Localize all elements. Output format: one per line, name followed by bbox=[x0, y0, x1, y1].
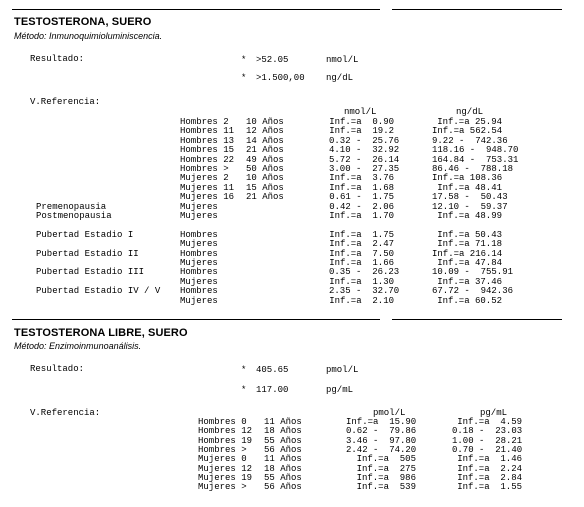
ref-range-primary: Inf.=a 1.30 bbox=[329, 276, 394, 287]
method-line bbox=[14, 341, 141, 351]
ref-range-secondary: 164.84 - 753.31 bbox=[432, 154, 519, 165]
ref-range-secondary: Inf.=a 216.14 bbox=[432, 248, 503, 259]
method-value: Inmunoquimioluminiscencia. bbox=[49, 31, 163, 41]
ref-range-secondary: Inf.=a 48.99 bbox=[437, 211, 502, 221]
ref-range-secondary: Inf.=a 50.43 bbox=[437, 229, 502, 240]
section-rule-right bbox=[392, 319, 562, 320]
section-rule-left bbox=[12, 319, 380, 320]
unit-header: ng/dL bbox=[456, 107, 484, 117]
ref-sex: Mujeres bbox=[180, 239, 218, 250]
ref-age: 12 Años bbox=[246, 126, 284, 137]
ref-age: 10 Años bbox=[246, 173, 284, 184]
ref-range-secondary: Inf.=a 47.84 bbox=[437, 258, 502, 268]
ref-range-secondary: Inf.=a 2.84 bbox=[457, 472, 522, 483]
ref-age: 49 Años bbox=[246, 154, 284, 165]
ref-age: 21 Años bbox=[246, 192, 284, 203]
ref-range-primary: Inf.=a 1.68 bbox=[329, 182, 394, 193]
ref-range-primary: 3.00 - 27.35 bbox=[329, 164, 400, 174]
result-star: * bbox=[241, 73, 247, 83]
ref-range-primary: Inf.=a 505 bbox=[356, 454, 416, 465]
result-star: * bbox=[241, 365, 247, 375]
ref-sex: Hombres bbox=[180, 267, 218, 278]
ref-range-primary: Inf.=a 275 bbox=[356, 463, 416, 474]
ref-age: 56 Años bbox=[264, 482, 302, 493]
ref-range-primary: Inf.=a 2.10 bbox=[329, 295, 394, 306]
ref-sex: Hombres 19 bbox=[198, 435, 253, 446]
ref-range-primary: 2.42 - 74.20 bbox=[346, 444, 417, 455]
ref-age: 55 Años bbox=[264, 472, 302, 483]
result-unit: pmol/L bbox=[326, 365, 359, 375]
ref-range-primary: Inf.=a 986 bbox=[356, 472, 416, 483]
section-rule-left bbox=[12, 9, 380, 10]
result-label: Resultado: bbox=[30, 364, 85, 374]
ref-sex: Mujeres 0 bbox=[198, 454, 247, 465]
ref-range-primary: 3.46 - 97.80 bbox=[346, 435, 417, 446]
ref-sex: Hombres 0 bbox=[198, 417, 247, 427]
ref-range-primary: Inf.=a 15.90 bbox=[346, 417, 417, 427]
method-label: Método: bbox=[14, 31, 47, 41]
ref-range-secondary: 0.18 - 23.03 bbox=[452, 426, 523, 437]
ref-sex: Hombres 22 bbox=[180, 154, 235, 165]
ref-range-primary: 0.32 - 25.76 bbox=[329, 135, 400, 146]
ref-sex: Mujeres > bbox=[198, 482, 247, 493]
ref-sex: Hombres 13 bbox=[180, 135, 235, 146]
ref-range-secondary: Inf.=a 48.41 bbox=[437, 182, 502, 193]
ref-range-secondary: 12.10 - 59.37 bbox=[432, 201, 508, 212]
result-star: * bbox=[241, 385, 247, 395]
ref-group: Premenopausia bbox=[36, 201, 107, 212]
ref-group: Pubertad Estadio I bbox=[36, 229, 134, 240]
ref-range-secondary: 9.22 - 742.36 bbox=[432, 135, 508, 146]
ref-range-primary: Inf.=a 0.90 bbox=[329, 117, 394, 127]
ref-range-primary: 4.10 - 32.92 bbox=[329, 145, 400, 156]
unit-header: nmol/L bbox=[344, 107, 377, 117]
ref-age: 15 Años bbox=[246, 182, 284, 193]
result-value: >52.05 bbox=[256, 55, 289, 65]
section-title: TESTOSTERONA, SUERO bbox=[14, 16, 152, 28]
ref-age: 21 Años bbox=[246, 145, 284, 156]
ref-sex: Mujeres 16 bbox=[180, 192, 235, 203]
section-title: TESTOSTERONA LIBRE, SUERO bbox=[14, 327, 188, 339]
ref-range-primary: 2.35 - 32.70 bbox=[329, 286, 400, 297]
ref-range-secondary: Inf.=a 25.94 bbox=[437, 117, 502, 127]
ref-range-secondary: Inf.=a 71.18 bbox=[437, 239, 502, 250]
ref-range-primary: 0.62 - 79.86 bbox=[346, 426, 417, 437]
ref-range-secondary: Inf.=a 2.24 bbox=[457, 463, 522, 474]
result-value: 117.00 bbox=[256, 385, 289, 395]
result-unit: ng/dL bbox=[326, 73, 354, 83]
ref-age: 11 Años bbox=[264, 454, 302, 465]
ref-range-secondary: 1.00 - 28.21 bbox=[452, 435, 523, 446]
ref-range-secondary: 67.72 - 942.36 bbox=[432, 286, 514, 297]
ref-age: 18 Años bbox=[264, 426, 302, 437]
ref-range-primary: 0.61 - 1.75 bbox=[329, 192, 394, 203]
ref-group: Pubertad Estadio IV / V bbox=[36, 286, 161, 297]
ref-range-primary: Inf.=a 3.76 bbox=[329, 173, 394, 184]
ref-age: 55 Años bbox=[264, 435, 302, 446]
result-unit: pg/mL bbox=[326, 385, 354, 395]
ref-range-secondary: Inf.=a 4.59 bbox=[457, 417, 522, 427]
ref-sex: Mujeres bbox=[180, 276, 218, 287]
result-unit: nmol/L bbox=[326, 55, 359, 65]
ref-age: 18 Años bbox=[264, 463, 302, 474]
ref-group: Pubertad Estadio III bbox=[36, 267, 145, 278]
ref-sex: Mujeres 19 bbox=[198, 472, 253, 483]
ref-sex: Hombres > bbox=[198, 444, 247, 455]
method-value: Enzimoinmunoanálisis. bbox=[49, 341, 142, 351]
ref-sex: Hombres > bbox=[180, 164, 229, 174]
ref-range-secondary: 10.09 - 755.91 bbox=[432, 267, 514, 278]
unit-header: pmol/L bbox=[373, 408, 406, 418]
ref-age: 14 Años bbox=[246, 135, 284, 146]
reference-label: V.Referencia: bbox=[30, 97, 101, 107]
ref-range-primary: 0.42 - 2.06 bbox=[329, 201, 394, 212]
ref-range-primary: Inf.=a 539 bbox=[356, 482, 416, 493]
ref-range-primary: Inf.=a 19.2 bbox=[329, 126, 394, 137]
reference-label: V.Referencia: bbox=[30, 408, 101, 418]
ref-age: 10 Años bbox=[246, 117, 284, 127]
ref-sex: Hombres bbox=[180, 229, 218, 240]
ref-age: 56 Años bbox=[264, 444, 302, 455]
ref-sex: Hombres 11 bbox=[180, 126, 235, 137]
ref-sex: Hombres 2 bbox=[180, 117, 229, 127]
ref-sex: Mujeres bbox=[180, 295, 218, 306]
ref-sex: Hombres bbox=[180, 248, 218, 259]
ref-range-primary: Inf.=a 1.70 bbox=[329, 211, 394, 221]
ref-range-secondary: Inf.=a 37.46 bbox=[437, 276, 502, 287]
ref-range-primary: 0.35 - 26.23 bbox=[329, 267, 400, 278]
unit-header: pg/mL bbox=[480, 408, 508, 418]
ref-range-secondary: Inf.=a 1.55 bbox=[457, 482, 522, 493]
ref-age: 11 Años bbox=[264, 417, 302, 427]
ref-sex: Mujeres bbox=[180, 211, 218, 221]
ref-range-secondary: 118.16 - 948.70 bbox=[432, 145, 519, 156]
result-label: Resultado: bbox=[30, 54, 85, 64]
ref-group: Postmenopausia bbox=[36, 211, 112, 221]
method-line bbox=[14, 31, 162, 41]
method-label: Método: bbox=[14, 341, 47, 351]
ref-sex: Mujeres bbox=[180, 201, 218, 212]
ref-range-secondary: Inf.=a 562.54 bbox=[432, 126, 503, 137]
section-rule-right bbox=[392, 9, 562, 10]
ref-range-primary: Inf.=a 1.75 bbox=[329, 229, 394, 240]
ref-range-primary: 5.72 - 26.14 bbox=[329, 154, 400, 165]
ref-sex: Mujeres 12 bbox=[198, 463, 253, 474]
ref-range-secondary: Inf.=a 60.52 bbox=[437, 295, 502, 306]
ref-range-secondary: 86.46 - 788.18 bbox=[432, 164, 514, 174]
result-value: 405.65 bbox=[256, 365, 289, 375]
ref-range-secondary: Inf.=a 1.46 bbox=[457, 454, 522, 465]
ref-range-primary: Inf.=a 7.50 bbox=[329, 248, 394, 259]
ref-range-secondary: 17.58 - 50.43 bbox=[432, 192, 508, 203]
ref-sex: Hombres 12 bbox=[198, 426, 253, 437]
result-star: * bbox=[241, 55, 247, 65]
ref-sex: Mujeres bbox=[180, 258, 218, 268]
ref-range-secondary: 0.70 - 21.40 bbox=[452, 444, 523, 455]
result-value: >1.500,00 bbox=[256, 73, 305, 83]
ref-range-primary: Inf.=a 1.66 bbox=[329, 258, 394, 268]
ref-sex: Hombres 15 bbox=[180, 145, 235, 156]
ref-sex: Hombres bbox=[180, 286, 218, 297]
ref-group: Pubertad Estadio II bbox=[36, 248, 139, 259]
ref-range-secondary: Inf.=a 108.36 bbox=[432, 173, 503, 184]
ref-sex: Mujeres 2 bbox=[180, 173, 229, 184]
ref-sex: Mujeres 11 bbox=[180, 182, 235, 193]
ref-age: 50 Años bbox=[246, 164, 284, 174]
ref-range-primary: Inf.=a 2.47 bbox=[329, 239, 394, 250]
